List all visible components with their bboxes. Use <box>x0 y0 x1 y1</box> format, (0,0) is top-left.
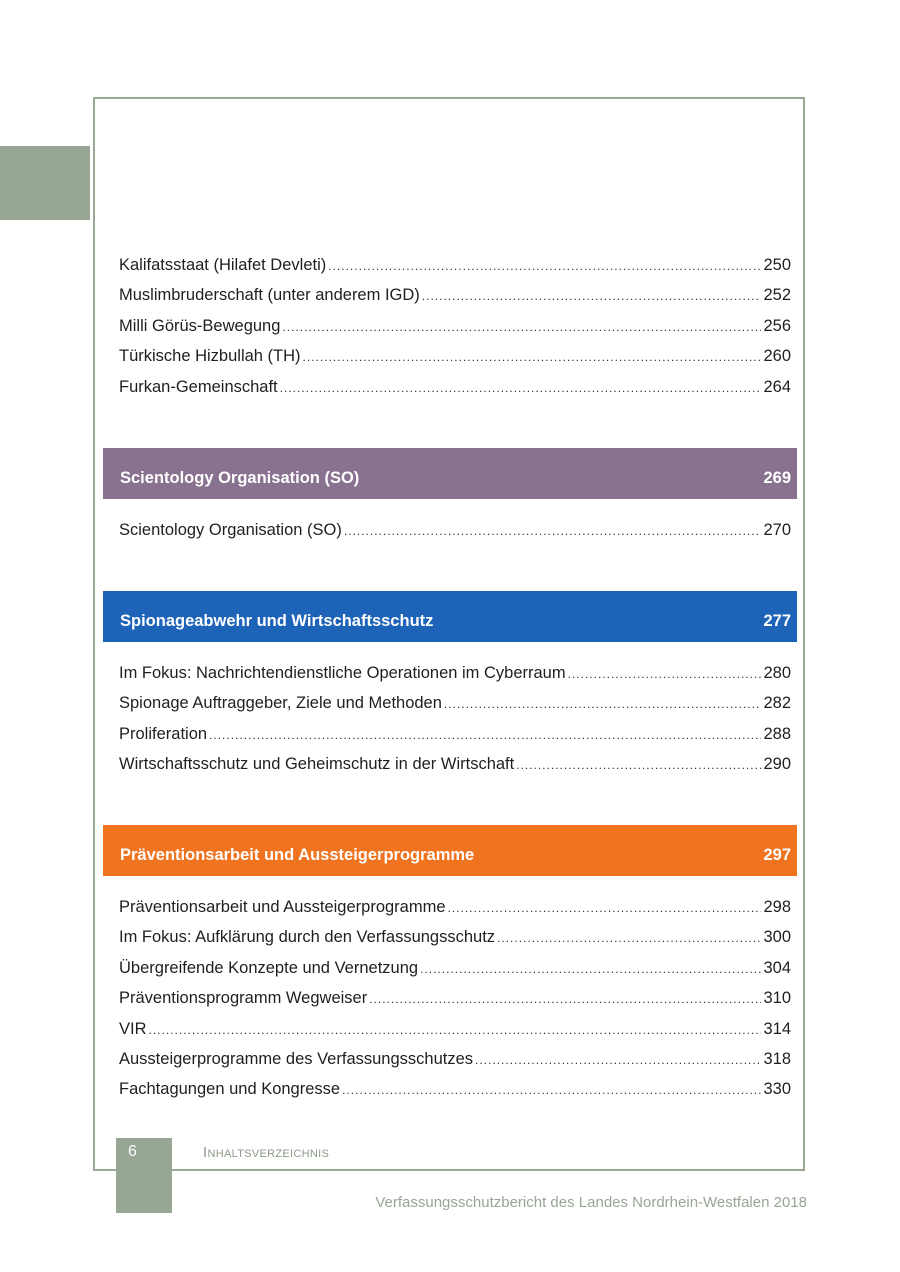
toc-leader-dots <box>444 689 762 719</box>
toc-entry-page: 298 <box>763 898 791 916</box>
section-heading-title: Präventionsarbeit und Aussteigerprogramme <box>120 846 475 864</box>
toc-entry[interactable] <box>119 719 791 749</box>
toc-entry-page: 318 <box>763 1049 791 1068</box>
footer-page-box <box>116 1138 172 1213</box>
toc-leader-dots <box>344 516 762 546</box>
section-heading-title: Spionageabwehr und Wirtschaftsschutz <box>120 612 434 630</box>
toc-entry[interactable] <box>119 341 791 371</box>
toc-entry-page: 304 <box>763 958 791 977</box>
toc-leader-dots <box>420 954 761 984</box>
toc-entry-title: Milli Görüs-Bewegung <box>119 316 281 335</box>
toc-entry-title: Präventionsarbeit und Aussteigerprogramme <box>119 898 446 916</box>
toc-entry-page: 250 <box>763 256 791 274</box>
toc-entry-title: Präventionsprogramm Wegweiser <box>119 989 368 1008</box>
section-heading-title: Scientology Organisation (SO) <box>120 469 360 487</box>
toc-entry-title: Proliferation <box>119 724 208 743</box>
toc-entry-title: VIR <box>119 1019 147 1038</box>
toc-entry-page: 300 <box>763 928 791 947</box>
toc-leader-dots <box>342 1075 761 1105</box>
toc-entry-page: 252 <box>763 286 791 305</box>
section-heading-page: 269 <box>763 469 791 487</box>
section-heading-scientology[interactable] <box>103 448 797 499</box>
toc-entry-page: 264 <box>763 377 791 396</box>
toc-entry-title: Türkische Hizbullah (TH) <box>119 347 301 366</box>
toc-entry[interactable] <box>119 250 791 280</box>
section-heading-praevention[interactable] <box>103 825 797 876</box>
toc-leader-dots <box>516 750 761 780</box>
toc-entry-page: 270 <box>763 521 791 539</box>
toc-leader-dots <box>475 1045 761 1075</box>
toc-entry-title: Aussteigerprogramme des Verfassungsschutzes <box>119 1049 474 1068</box>
toc-entry-title: Scientology Organisation (SO) <box>119 521 342 539</box>
toc-leader-dots <box>280 373 762 403</box>
toc-entry-title: Wirtschaftsschutz und Geheimschutz in der Wirtschaft <box>119 755 515 774</box>
toc-block-islamism <box>119 250 791 402</box>
toc-leader-dots <box>568 659 762 689</box>
toc-block-praevention <box>119 892 791 1105</box>
toc-block-scientology <box>119 515 791 545</box>
toc-entry-title: Übergreifende Konzepte und Vernetzung <box>119 958 419 977</box>
toc-entry[interactable] <box>119 280 791 310</box>
toc-entry-page: 288 <box>763 724 791 743</box>
report-title: Verfassungsschutzbericht des Landes Nordrhein-Westfalen 2018 <box>375 1194 807 1211</box>
toc-entry[interactable] <box>119 1014 791 1044</box>
toc-entry-title: Muslimbruderschaft (unter anderem IGD) <box>119 286 420 305</box>
section-heading-page: 297 <box>763 846 791 864</box>
toc-entry-title: Fachtagungen und Kongresse <box>119 1080 341 1099</box>
toc-leader-dots <box>328 251 761 281</box>
toc-entry[interactable] <box>119 953 791 983</box>
footer-section-label: Inhaltsverzeichnis <box>203 1144 330 1161</box>
toc-entry-title: Im Fokus: Nachrichtendienstliche Operationen im Cyberraum <box>119 664 566 682</box>
toc-entry[interactable] <box>119 515 791 545</box>
toc-entry-page: 260 <box>763 347 791 366</box>
toc-entry-page: 290 <box>763 755 791 774</box>
toc-entry[interactable] <box>119 688 791 718</box>
section-heading-spionageabwehr[interactable] <box>103 591 797 642</box>
toc-entry-page: 280 <box>763 664 791 682</box>
side-tab-marker <box>0 146 90 220</box>
toc-entry[interactable] <box>119 1074 791 1104</box>
toc-entry-title: Furkan-Gemeinschaft <box>119 377 278 396</box>
toc-entry[interactable] <box>119 892 791 922</box>
toc-entry-page: 282 <box>763 694 791 713</box>
toc-entry[interactable] <box>119 372 791 402</box>
toc-leader-dots <box>149 1015 762 1045</box>
toc-entry-title: Im Fokus: Aufklärung durch den Verfassungsschutz <box>119 928 496 947</box>
toc-entry[interactable] <box>119 1044 791 1074</box>
toc-entry-page: 330 <box>763 1080 791 1099</box>
toc-entry[interactable] <box>119 983 791 1013</box>
toc-entry[interactable] <box>119 749 791 779</box>
toc-entry-page: 256 <box>763 316 791 335</box>
toc-entry[interactable] <box>119 311 791 341</box>
toc-entry-page: 310 <box>763 989 791 1008</box>
toc-entry-title: Spionage Auftraggeber, Ziele und Methoden <box>119 694 442 713</box>
toc-entry[interactable] <box>119 922 791 952</box>
section-heading-page: 277 <box>763 612 791 630</box>
toc-leader-dots <box>448 893 762 923</box>
toc-block-spionageabwehr <box>119 658 791 780</box>
toc-entry[interactable] <box>119 658 791 688</box>
toc-leader-dots <box>369 984 761 1014</box>
toc-leader-dots <box>209 720 761 750</box>
toc-leader-dots <box>303 342 762 372</box>
toc-leader-dots <box>497 923 761 953</box>
toc-leader-dots <box>282 312 761 342</box>
toc-entry-title: Kalifatsstaat (Hilafet Devleti) <box>119 256 327 274</box>
toc-entry-page: 314 <box>763 1019 791 1038</box>
toc-leader-dots <box>422 281 762 311</box>
page-number: 6 <box>128 1143 137 1160</box>
